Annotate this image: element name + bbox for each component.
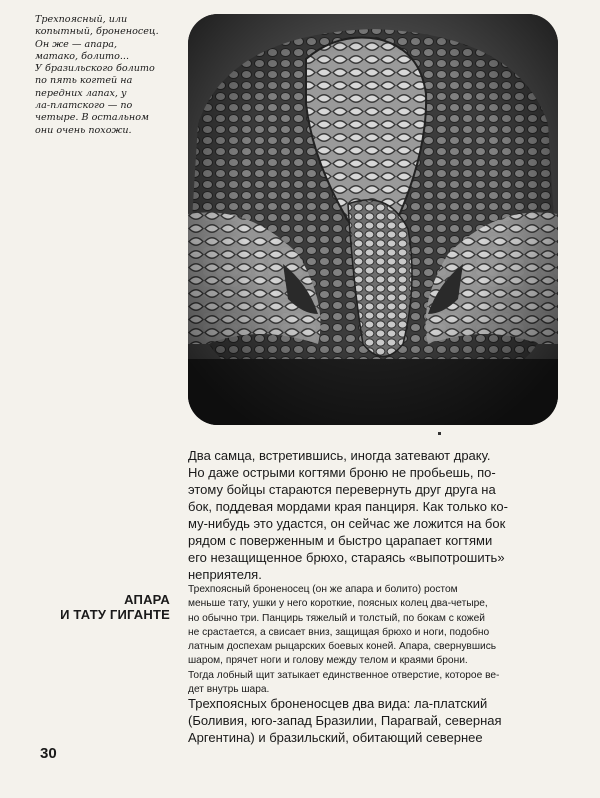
paragraph-apara <box>188 583 552 697</box>
section-heading <box>44 592 170 622</box>
caption-line: копытный, броненосец. <box>35 26 159 38</box>
caption-line: передних лапах, у <box>35 87 127 99</box>
caption-line: четыре. В остальном <box>35 112 149 124</box>
text-line: но обычно три. Панцирь тяжелый и толстый, по бокам с кожей <box>188 612 485 624</box>
paragraph-fight <box>188 447 552 583</box>
text-line: латным доспехам рыцарских боевых коней. Апара, свернувшись <box>188 641 497 653</box>
caption-line: Он же — апара, <box>35 38 118 50</box>
text-line: меньше тату, ушки у него короткие, поясных колец два-четыре, <box>188 598 488 610</box>
text-line: этому бойцы стараются перевернуть друг друга на <box>188 482 496 497</box>
armadillo-photo <box>188 14 558 425</box>
caption-line: матако, болито... <box>35 50 130 62</box>
text-line: Тогда лобный щит затыкает единственное отверстие, которое ве- <box>188 669 500 681</box>
print-mark <box>438 432 441 435</box>
text-line: рядом с поверженным и быстро царапает когтями <box>188 533 493 548</box>
heading-line: И ТАТУ ГИГАНТЕ <box>60 607 170 622</box>
text-line: его незащищенное брюхо, стараясь «выпотрошить» <box>188 550 505 565</box>
text-line: бок, поддевая мордами края панциря. Как только ко- <box>188 499 508 514</box>
text-line: дет внутрь шара. <box>188 684 270 696</box>
caption-line: они очень похожи. <box>35 124 132 136</box>
caption-line: Трехпоясный, или <box>35 14 128 25</box>
text-line: Аргентина) и бразильский, обитающий севернее <box>188 730 483 745</box>
caption-line: У бразильского болито <box>35 63 155 75</box>
armadillo-illustration <box>188 14 558 425</box>
caption-line: по пять когтей на <box>35 75 133 87</box>
photo-caption <box>35 14 185 137</box>
text-line: не срастается, а свисает вниз, защищая брюхо и ноги, подобно <box>188 626 490 638</box>
text-line: шаром, прячет ноги и голову между телом и краями брони. <box>188 655 468 667</box>
text-line: Трехпоясных броненосцев два вида: ла-платский <box>188 696 488 711</box>
heading-line: АПАРА <box>124 592 170 607</box>
page-number: 30 <box>40 745 57 762</box>
text-line: Два самца, встретившись, иногда затевают драку. <box>188 448 491 463</box>
paragraph-species <box>188 695 552 746</box>
text-line: му-нибудь это удастся, он сейчас же ложится на бок <box>188 516 506 531</box>
text-line: (Боливия, юго-запад Бразилии, Парагвай, северная <box>188 713 502 728</box>
text-line: Но даже острыми когтями броню не пробьешь, по- <box>188 465 496 480</box>
text-line: Трехпоясный броненосец (он же апара и болито) ростом <box>188 584 458 595</box>
caption-line: ла-платского — по <box>35 100 133 112</box>
text-line: неприятеля. <box>188 567 262 582</box>
